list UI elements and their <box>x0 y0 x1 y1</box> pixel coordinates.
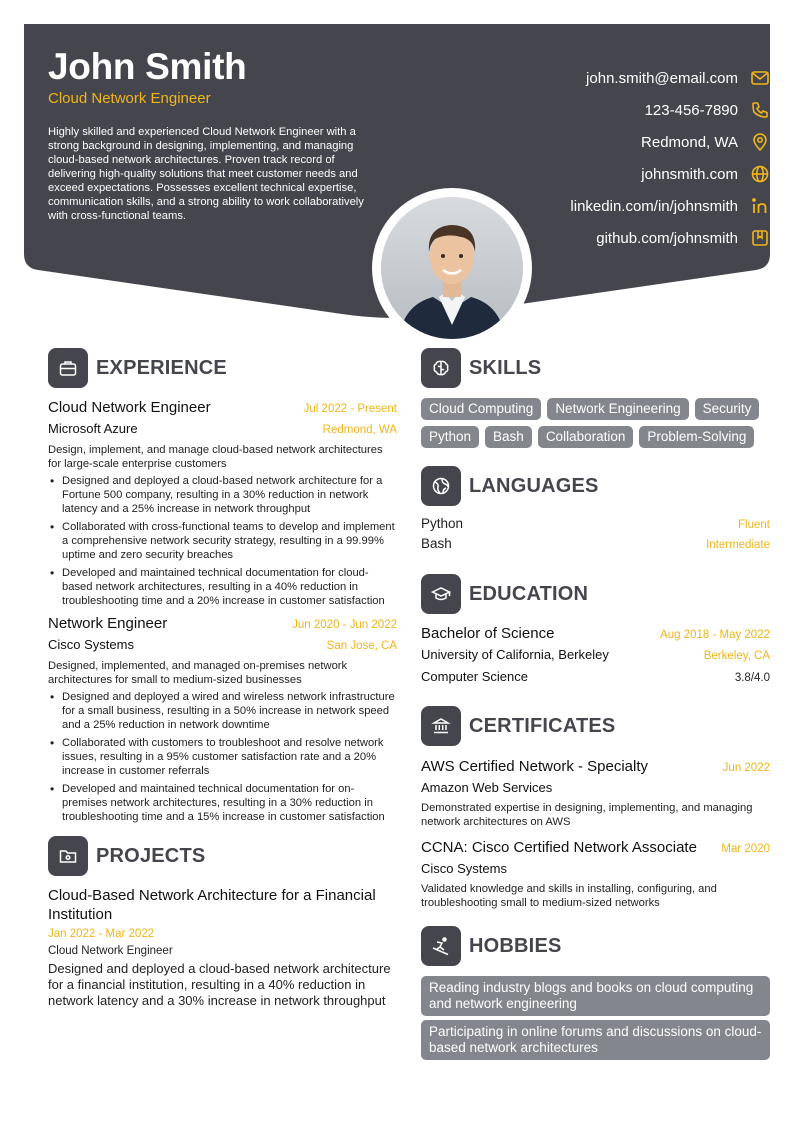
language-icon <box>421 466 461 506</box>
github-icon <box>750 228 770 248</box>
education-header <box>421 574 770 614</box>
contact-location-text[interactable]: Redmond, WA <box>641 133 738 151</box>
left-column <box>48 348 397 1009</box>
school: University of California, Berkeley <box>421 647 609 662</box>
certificate-date: Jun 2022 <box>722 762 770 774</box>
briefcase-icon <box>48 348 88 388</box>
institution-icon <box>421 706 461 746</box>
job-title: Network Engineer <box>48 615 168 632</box>
degree: Bachelor of Science <box>421 625 555 642</box>
experience-item <box>48 398 397 608</box>
profile-photo <box>381 197 523 339</box>
graduation-cap-icon <box>421 574 461 614</box>
job-company: Microsoft Azure <box>48 421 138 436</box>
job-date: Jun 2020 - Jun 2022 <box>292 619 397 631</box>
skills-list <box>421 398 770 448</box>
contact-website[interactable] <box>410 158 770 190</box>
job-bullet: • Developed and maintained technical documentation for cloud-based network architectures, resulting in a 40% reduction in troubleshooting time and a 20% increase in customer satisfaction <box>48 566 397 608</box>
language-level: Intermediate <box>706 539 770 551</box>
contact-linkedin-text[interactable]: linkedin.com/in/johnsmith <box>570 197 738 215</box>
job-description: Design, implement, and manage cloud-based network architectures for large-scale enterprise customers <box>48 444 383 470</box>
project-role: Cloud Network Engineer <box>48 945 173 957</box>
languages-list <box>421 516 770 556</box>
skill-tag: Security <box>695 398 760 420</box>
skill-tag: Problem-Solving <box>639 426 754 448</box>
contact-github-text[interactable]: github.com/johnsmith <box>596 229 738 247</box>
projects-header <box>48 836 397 876</box>
projects-title: PROJECTS <box>96 844 206 867</box>
skill-tag: Network Engineering <box>547 398 688 420</box>
job-bullet: • Collaborated with customers to troubleshoot and resolve network issues, resulting in a 95% customer satisfaction rate and a 20% increase in customer referrals <box>48 736 397 778</box>
hobbies-list <box>421 976 770 1060</box>
skill-tag: Cloud Computing <box>421 398 541 420</box>
contact-website-text[interactable]: johnsmith.com <box>641 165 738 183</box>
skills-header <box>421 348 770 388</box>
contact-phone-text[interactable]: 123-456-7890 <box>644 101 738 119</box>
hobbies-title: HOBBIES <box>469 934 562 957</box>
project-title: Cloud-Based Network Architecture for a Financial Institution <box>48 887 376 923</box>
certificate-description: Validated knowledge and skills in installing, configuring, and troubleshooting small to medium-sized networks <box>421 883 717 909</box>
skills-title: SKILLS <box>469 356 542 379</box>
languages-title: LANGUAGES <box>469 474 599 497</box>
job-location: San Jose, CA <box>326 640 397 652</box>
job-description: Designed, implemented, and managed on-premises network architectures for small to medium-sized businesses <box>48 660 348 686</box>
location-icon <box>750 132 770 152</box>
education-title: EDUCATION <box>469 582 589 605</box>
skill-tag: Bash <box>485 426 532 448</box>
field-of-study: Computer Science <box>421 669 528 684</box>
skill-tag: Collaboration <box>538 426 634 448</box>
globe-icon <box>750 164 770 184</box>
education-date: Aug 2018 - May 2022 <box>660 629 770 641</box>
linkedin-icon <box>750 196 770 216</box>
certificates-header <box>421 706 770 746</box>
mail-icon <box>750 68 770 88</box>
experience-title: EXPERIENCE <box>96 356 227 379</box>
candidate-role: Cloud Network Engineer <box>48 90 211 107</box>
hobbies-header <box>421 926 770 966</box>
school-location: Berkeley, CA <box>703 650 770 662</box>
job-bullets <box>48 690 397 824</box>
language-row <box>421 536 770 556</box>
language-row <box>421 516 770 536</box>
certificate-issuer: Amazon Web Services <box>421 780 553 795</box>
language-level: Fluent <box>738 519 770 531</box>
job-company: Cisco Systems <box>48 637 134 652</box>
job-bullet: • Designed and deployed a cloud-based network architecture for a Fortune 500 company, resulting in a 30% reduction in network latency and a 25% increase in network throughput <box>48 474 397 516</box>
experience-header <box>48 348 397 388</box>
certificate-title: CCNA: Cisco Certified Network Associate <box>421 839 697 856</box>
certificate-issuer: Cisco Systems <box>421 861 507 876</box>
job-bullets <box>48 474 397 608</box>
contact-email-text[interactable]: john.smith@email.com <box>586 69 738 87</box>
skiing-icon <box>421 926 461 966</box>
hobby-item: Participating in online forums and discussions on cloud-based network architectures <box>421 1020 770 1060</box>
certificate-description: Demonstrated expertise in designing, implementing, and managing network architectures on AWS <box>421 802 753 828</box>
certificate-title: AWS Certified Network - Specialty <box>421 758 649 775</box>
folder-icon <box>48 836 88 876</box>
job-bullet: • Designed and deployed a wired and wireless network infrastructure for a small business, resulting in a 50% increase in network speed and a 25% reduction in network downtime <box>48 690 397 732</box>
brain-icon <box>421 348 461 388</box>
job-location: Redmond, WA <box>322 424 397 436</box>
job-bullet: • Collaborated with cross-functional teams to develop and implement a comprehensive network security strategy, resulting in a 99.99% uptime and zero security breaches <box>48 520 397 562</box>
education-item <box>421 624 770 688</box>
language-name: Python <box>421 516 464 531</box>
certificate-date: Mar 2020 <box>721 843 770 855</box>
experience-item <box>48 614 397 824</box>
candidate-name: John Smith <box>48 46 247 87</box>
certificate-item <box>421 837 770 910</box>
job-title: Cloud Network Engineer <box>48 399 211 416</box>
gpa: 3.8/4.0 <box>734 672 770 684</box>
project-date: Jan 2022 - Mar 2022 <box>48 928 155 940</box>
project-item <box>48 886 397 1009</box>
right-column <box>421 348 770 1064</box>
certificate-item <box>421 756 770 829</box>
certificates-title: CERTIFICATES <box>469 714 616 737</box>
contact-location[interactable] <box>410 126 770 158</box>
contact-phone[interactable] <box>410 94 770 126</box>
languages-header <box>421 466 770 506</box>
job-date: Jul 2022 - Present <box>303 403 397 415</box>
profile-summary: Highly skilled and experienced Cloud Network Engineer with a strong background in designing, implementing, and managing cloud-based network architectures. Proven track record of delivering high-quality solutions that meet customer needs and exceed expectations. Possesses excellent technical expertise, communication skills, and a strong ability to work collaboratively with cross-functional teams. <box>48 126 364 222</box>
project-description: Designed and deployed a cloud-based network architecture for a financial institution, resulting in a 40% reduction in network latency and a 30% increase in network throughput <box>48 961 391 1008</box>
hobby-item: Reading industry blogs and books on cloud computing and network engineering <box>421 976 770 1016</box>
skill-tag: Python <box>421 426 479 448</box>
language-name: Bash <box>421 536 452 551</box>
contact-email[interactable] <box>410 62 770 94</box>
job-bullet: • Developed and maintained technical documentation for on-premises network architectures, resulting in a 30% reduction in troubleshooting time and a 15% increase in customer satisfaction <box>48 782 397 824</box>
phone-icon <box>750 100 770 120</box>
